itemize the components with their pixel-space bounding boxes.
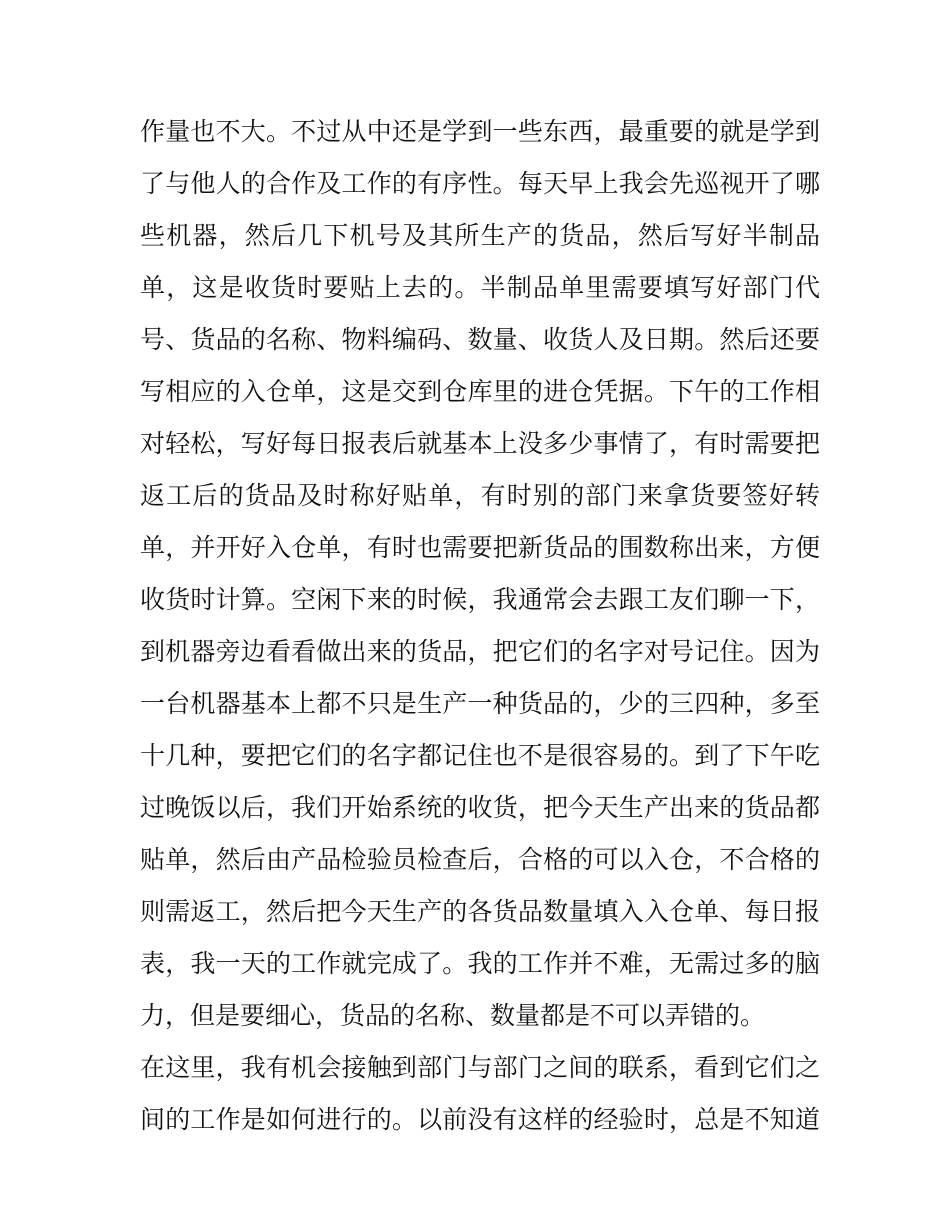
text-line: 十几种，要把它们的名字都记住也不是很容易的。到了下午吃: [140, 741, 820, 770]
text-line: 收货时计算。空闲下来的时候，我通常会去跟工友们聊一下，: [140, 585, 820, 614]
text-line: 了与他人的合作及工作的有序性。每天早上我会先巡视开了哪: [140, 169, 820, 198]
text-line: 单，这是收货时要贴上去的。半制品单里需要填写好部门代: [140, 273, 820, 302]
text-line: 号、货品的名称、物料编码、数量、收货人及日期。然后还要: [140, 325, 820, 354]
body-text: [140, 106, 820, 1146]
text-line: 一台机器基本上都不只是生产一种货品的，少的三四种，多至: [140, 689, 820, 718]
text-line: 间的工作是如何进行的。以前没有这样的经验时，总是不知道: [140, 1105, 820, 1134]
paragraph-end-line: 力，但是要细心，货品的名称、数量都是不可以弄错的。: [140, 1001, 766, 1030]
text-line: 写相应的入仓单，这是交到仓库里的进仓凭据。下午的工作相: [140, 377, 820, 406]
text-line: 则需返工，然后把今天生产的各货品数量填入入仓单、每日报: [140, 897, 820, 926]
text-line: 作量也不大。不过从中还是学到一些东西，最重要的就是学到: [140, 117, 820, 146]
text-line: 单，并开好入仓单，有时也需要把新货品的围数称出来，方便: [140, 533, 820, 562]
text-line: 返工后的货品及时称好贴单，有时别的部门来拿货要签好转: [140, 481, 820, 510]
text-line: 到机器旁边看看做出来的货品，把它们的名字对号记住。因为: [140, 637, 820, 666]
text-line: 贴单，然后由产品检验员检查后，合格的可以入仓，不合格的: [140, 845, 820, 874]
text-line: 些机器，然后几下机号及其所生产的货品，然后写好半制品: [140, 221, 820, 250]
text-line: 对轻松，写好每日报表后就基本上没多少事情了，有时需要把: [140, 429, 820, 458]
text-line: 表，我一天的工作就完成了。我的工作并不难，无需过多的脑: [140, 949, 820, 978]
text-line: 在这里，我有机会接触到部门与部门之间的联系，看到它们之: [140, 1053, 820, 1082]
text-line: 过晚饭以后，我们开始系统的收货，把今天生产出来的货品都: [140, 793, 820, 822]
